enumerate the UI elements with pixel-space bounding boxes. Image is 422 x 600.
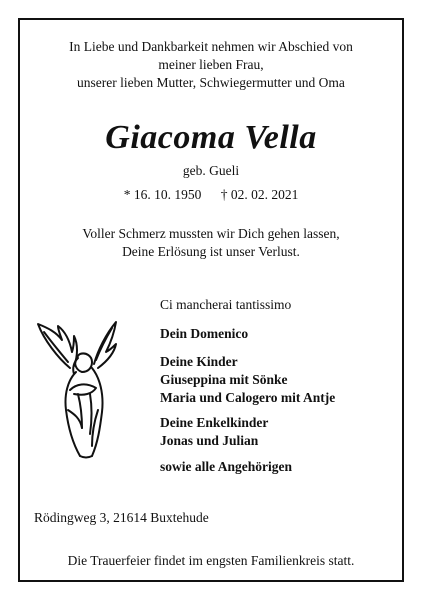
husband-entry: Dein Domenico <box>160 326 249 341</box>
children-entry <box>160 353 335 407</box>
intro-line: meiner lieben Frau, <box>158 57 264 72</box>
life-dates <box>20 186 402 204</box>
funeral-notice: Die Trauerfeier findet im engsten Familienkreis statt. <box>67 553 355 568</box>
memorial-verse <box>20 225 402 261</box>
intro-line: In Liebe und Dankbarkeit nehmen wir Abschied von <box>69 39 353 54</box>
grandchildren-heading: Deine Enkelkinder <box>160 415 269 430</box>
intro-text <box>20 38 402 92</box>
angel-icon <box>34 310 120 462</box>
grandchild-line: Jonas und Julian <box>160 433 259 448</box>
relatives-entry: sowie alle Angehörigen <box>160 459 292 474</box>
birth-date: * 16. 10. 1950 <box>123 187 202 202</box>
grandchildren-entry <box>160 414 268 450</box>
death-date: † 02. 02. 2021 <box>220 187 299 202</box>
children-heading: Deine Kinder <box>160 354 238 369</box>
farewell-message: Ci mancherai tantissimo <box>160 297 292 312</box>
intro-line: unserer lieben Mutter, Schwiegermutter und Oma <box>77 75 345 90</box>
child-line: Giuseppina mit Sönke <box>160 372 288 387</box>
obituary-card <box>18 18 404 582</box>
deceased-name: Giacoma Vella <box>105 119 317 156</box>
verse-line: Deine Erlösung ist unser Verlust. <box>122 244 300 259</box>
birth-name: geb. Gueli <box>182 163 240 178</box>
address: Rödingweg 3, 21614 Buxtehude <box>34 510 209 525</box>
child-line: Maria und Calogero mit Antje <box>160 390 336 405</box>
verse-line: Voller Schmerz mussten wir Dich gehen lassen, <box>82 226 340 241</box>
